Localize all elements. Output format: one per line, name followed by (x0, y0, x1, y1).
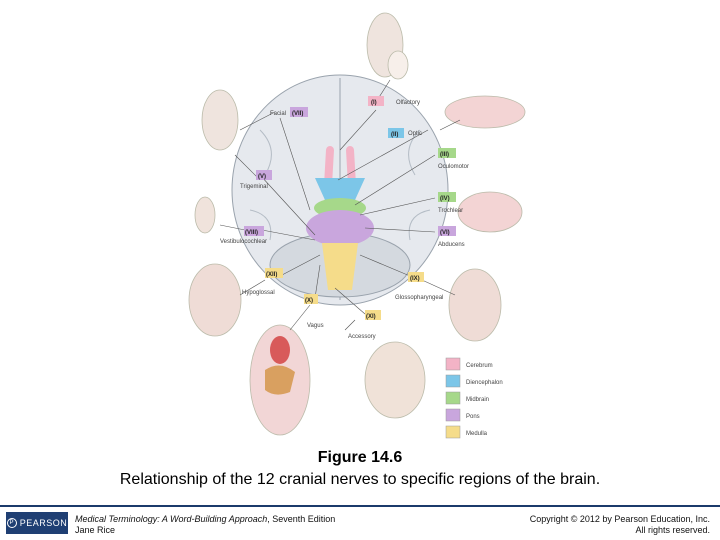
svg-text:Pons: Pons (466, 414, 480, 420)
footer-divider (0, 505, 720, 507)
nerve-XII-box (265, 268, 283, 278)
head-right-lower (449, 269, 501, 341)
head-left-lower (189, 264, 241, 336)
olfactory-label: Olfactory (396, 100, 421, 106)
svg-text:Diencephalon: Diencephalon (466, 380, 503, 386)
svg-text:(V): (V) (258, 174, 266, 180)
face-top-left (202, 90, 238, 150)
eye-lower (458, 192, 522, 232)
pearson-logo (6, 512, 68, 534)
svg-text:(VI): (VI) (440, 230, 450, 236)
brain-region-legend (446, 358, 503, 438)
glossopharyngeal-label: Glossopharyngeal (395, 295, 444, 301)
book-title: Medical Terminology: A Word-Building Approach (75, 514, 268, 524)
nerve-VI-box (438, 226, 456, 236)
nerve-X-box (304, 294, 318, 304)
trochlear-label: Trochlear (438, 208, 464, 214)
rights-line: All rights reserved. (635, 525, 710, 535)
legend-item-pons (446, 409, 480, 421)
svg-text:(IV): (IV) (440, 196, 450, 202)
legend-item-midbrain (446, 392, 489, 404)
legend-item-cerebrum (446, 358, 493, 370)
brain-illustration (232, 75, 448, 305)
svg-text:(II): (II) (391, 132, 399, 138)
svg-text:(XII): (XII) (266, 272, 278, 278)
svg-text:Midbrain: Midbrain (466, 397, 490, 403)
book-author: Jane Rice (75, 525, 116, 535)
pons-region (306, 210, 374, 246)
pearson-wordmark: PEARSON (19, 518, 68, 528)
nose-illustration (388, 51, 408, 79)
trigeminal-label: Trigeminal (240, 184, 268, 190)
hypoglossal-label: Hypoglossal (242, 290, 275, 296)
optic-label: Optic (408, 131, 423, 137)
nerve-II-box (388, 128, 404, 138)
copyright-notice (530, 514, 710, 536)
nerve-V-box (256, 170, 272, 180)
medulla-region (322, 243, 358, 290)
svg-text:(XI): (XI) (366, 314, 376, 320)
nerve-VII-box (290, 107, 308, 117)
figure-description: Relationship of the 12 cranial nerves to specific regions of the brain. (119, 471, 601, 488)
svg-text:(III): (III) (440, 152, 449, 158)
legend-item-diencephalon (446, 375, 503, 387)
svg-text:Medulla: Medulla (466, 431, 488, 437)
cranial-nerves-figure (170, 0, 550, 442)
figure-caption (0, 448, 720, 490)
svg-text:(X): (X) (305, 298, 313, 304)
accessory-label: Accessory (348, 334, 376, 340)
abducens-label: Abducens (438, 242, 465, 248)
figure-title: Figure 14.6 (317, 449, 403, 466)
nerve-I-box (368, 96, 384, 106)
eye-upper (445, 96, 525, 128)
vagus-label: Vagus (307, 323, 324, 329)
nerve-III-box (438, 148, 456, 158)
nerve-IX-box (408, 272, 424, 282)
legend-item-medulla (446, 426, 488, 438)
book-credit (75, 514, 335, 536)
svg-text:(VIII): (VIII) (245, 230, 258, 236)
svg-text:(I): (I) (371, 100, 377, 106)
nerve-VIII-box (244, 226, 264, 236)
head-bottom-center (365, 342, 425, 418)
nerve-IV-box (438, 192, 456, 202)
pearson-mark-icon: P (7, 518, 17, 528)
oculomotor-label: Oculomotor (438, 164, 470, 170)
copyright-line: Copyright © 2012 by Pearson Education, Inc. (529, 514, 710, 524)
svg-text:Cerebrum: Cerebrum (466, 363, 493, 369)
svg-text:(IX): (IX) (410, 276, 420, 282)
facial-label: Facial (270, 111, 287, 117)
ear-illustration (195, 197, 215, 233)
book-edition: , Seventh Edition (267, 514, 336, 524)
vestibulocochlear-label: Vestibulocochlear (220, 239, 268, 245)
svg-text:(VII): (VII) (292, 111, 304, 117)
nerve-XI-box (365, 310, 381, 320)
